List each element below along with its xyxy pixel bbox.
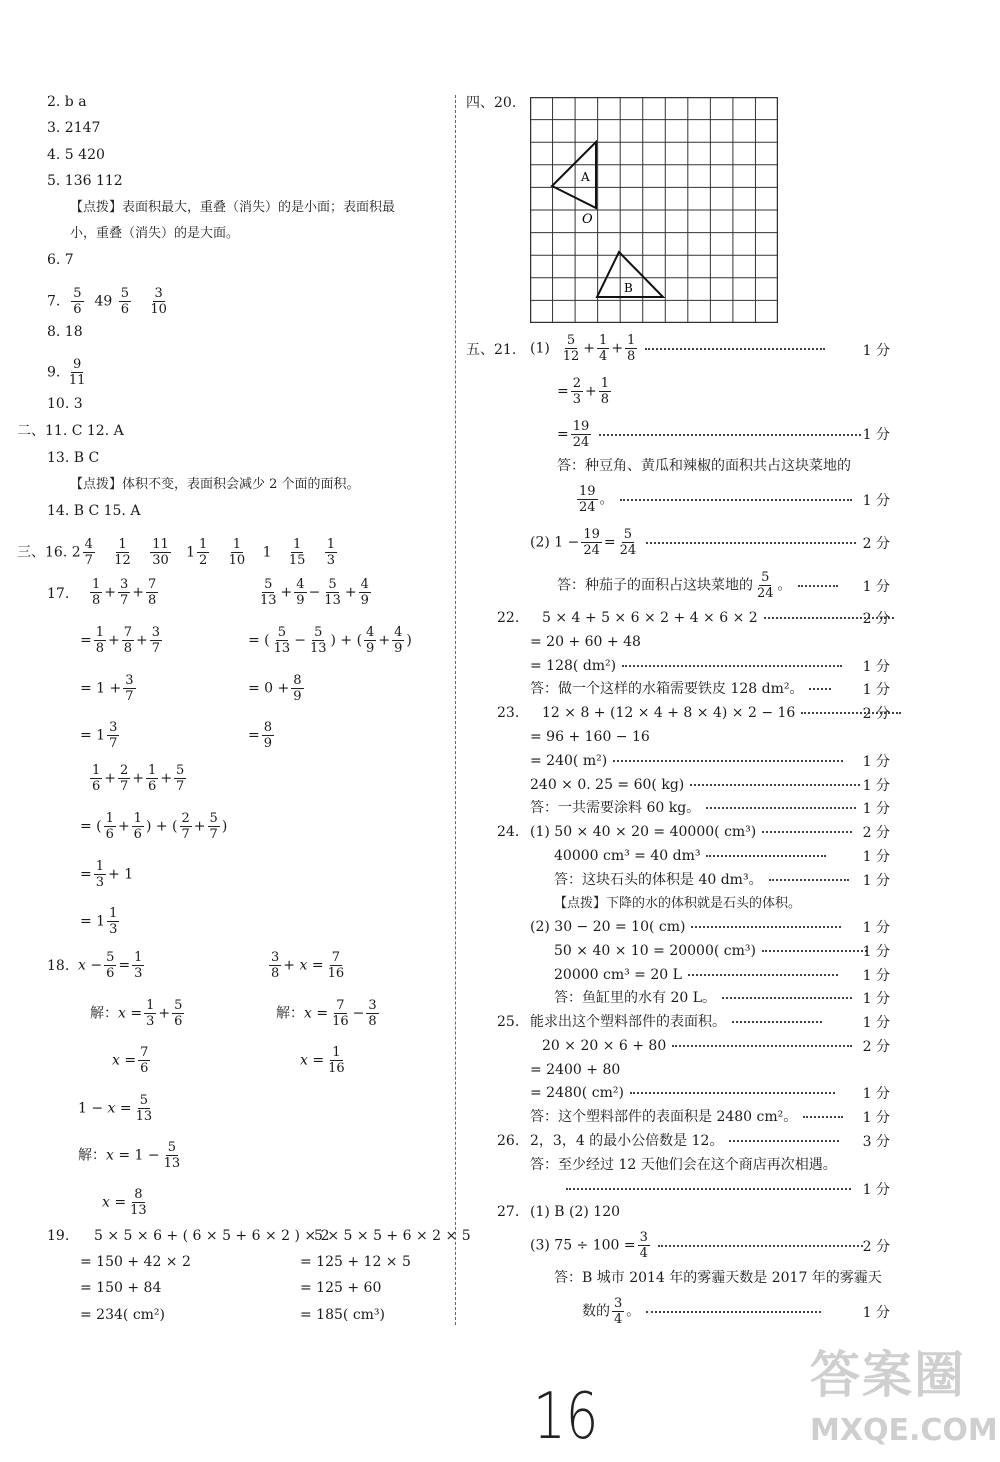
q17b-line4: = $\frac{8}{9}$	[248, 720, 273, 751]
q23-step2: = 96 + 160 − 16	[530, 729, 650, 745]
q22-label: 22.	[497, 610, 520, 626]
q17a-line3: = 1 + $\frac{3}{7}$	[80, 673, 134, 704]
q22-score2: 1 分	[862, 659, 890, 675]
q21-answer1-frac: $\frac{19}{24}$ 。	[575, 484, 858, 515]
q23-score4: 1 分	[862, 801, 890, 817]
answer-10: 10. 3	[47, 396, 83, 412]
q24-label: 24.	[497, 824, 520, 840]
answer-13: 13. B C	[47, 450, 100, 466]
q21-score1: 1 分	[862, 343, 890, 359]
q18b-line2: 解：x = $\frac{7}{16}$ − $\frac{3}{8}$	[276, 998, 377, 1029]
q17c-line1: $\frac{1}{6}$ + $\frac{2}{7}$ + $\frac{1}{6}$ + $\frac{5}{7}$	[92, 763, 185, 794]
q25-score1: 1 分	[862, 1015, 890, 1031]
q21-score3: 1 分	[862, 493, 890, 509]
q26-label: 26.	[497, 1133, 520, 1149]
q24-score7: 1 分	[862, 991, 890, 1007]
q26-answer-dots	[560, 1179, 857, 1199]
q21-score2: 1 分	[862, 427, 890, 443]
q7-label: 7.	[47, 293, 61, 310]
q27-score1: 2 分	[862, 1239, 890, 1255]
q7-frac1: $\frac{5}{6}$	[73, 286, 82, 317]
q21-answer1: 答：种豆角、黄瓜和辣椒的面积共占这块菜地的	[557, 458, 851, 474]
answer-8: 8. 18	[47, 324, 83, 340]
answer-6: 6. 7	[47, 252, 74, 268]
q21-score4: 2 分	[862, 536, 890, 552]
q21-step4: (2) 1 − $\frac{19}{24}$ = $\frac{5}{24}$	[530, 527, 862, 558]
q24-score3: 1 分	[862, 873, 890, 889]
hint-5-line1: 【点拨】表面积最大，重叠（消失）的是小面；表面积最	[70, 200, 396, 215]
answer-16: 三、16. 2 $\frac{4}{7}$ $\frac{1}{12}$ $\frac{11}{30}$ 1 $\frac{1}{2}$ $\frac{1}{10}$ 1 $\frac{1}{15}$ $\frac{1}{3}$	[17, 537, 336, 568]
q17c-line3: = $\frac{1}{3}$ + 1	[80, 859, 134, 890]
q23-score1: 2 分	[862, 706, 890, 722]
q26-score1: 3 分	[862, 1134, 890, 1150]
q25-step1: 能求出这个塑料部件的表面积。	[530, 1012, 828, 1032]
q22-score3: 1 分	[862, 682, 890, 698]
q7-mid: 49	[94, 293, 113, 310]
q21-label: 五、21.	[466, 342, 517, 358]
q17-label: 17.	[47, 586, 70, 602]
q24-score1: 2 分	[862, 825, 890, 841]
q17a-line4: = 1 $\frac{3}{7}$	[80, 720, 118, 751]
q18c-line2: 解：x = 1 − $\frac{5}{13}$	[78, 1140, 181, 1171]
q25-score4: 1 分	[862, 1110, 890, 1126]
q24-answer1: 答：这块石头的体积是 40 dm³。	[554, 870, 855, 890]
q18a-line1: x − $\frac{5}{6}$ = $\frac{1}{3}$	[78, 950, 143, 981]
q22-step1: 5 × 4 + 5 × 6 × 2 + 4 × 6 × 2	[542, 608, 900, 628]
q17a-line2: = $\frac{1}{8}$ + $\frac{7}{8}$ + $\frac{3}{7}$	[80, 625, 161, 656]
q7-frac3: $\frac{3}{10}$	[150, 286, 167, 317]
label-a: A	[581, 170, 590, 184]
q24-step5: 20000 cm³ = 20 L	[554, 965, 844, 985]
watermark-url: MXQE.COM	[810, 1413, 998, 1448]
q22-answer: 答：做一个这样的水箱需要铁皮 128 dm²。	[530, 679, 837, 699]
q27-label: 27.	[497, 1204, 520, 1220]
q25-score2: 2 分	[862, 1039, 890, 1055]
q27-score2: 1 分	[862, 1305, 890, 1321]
q24-step1: (1) 50 × 40 × 20 = 40000( cm³)	[530, 822, 858, 842]
q23-step4: 240 × 0. 25 = 60( kg)	[530, 775, 866, 795]
q17b-line2: = ( $\frac{5}{13}$ − $\frac{5}{13}$ ) + ( $\frac{4}{9}$ + $\frac{4}{9}$ )	[248, 625, 412, 656]
q18a-line3: x = $\frac{7}{6}$	[112, 1045, 149, 1076]
answer-3: 3. 2147	[47, 120, 101, 136]
answer-2: 2. b a	[47, 94, 87, 110]
answer-7	[47, 286, 171, 317]
q23-score3: 1 分	[862, 778, 890, 794]
q19a-line2: = 150 + 42 × 2	[80, 1254, 191, 1270]
answer-9: 9. $\frac{9}{11}$	[47, 357, 86, 388]
q25-score3: 1 分	[862, 1086, 890, 1102]
q18c-line3: x = $\frac{8}{13}$	[102, 1187, 147, 1218]
q23-answer: 答：一共需要涂料 60 kg。	[530, 798, 862, 818]
q27-step1: (1) B (2) 120	[530, 1204, 621, 1220]
q18b-line3: x = $\frac{1}{16}$	[300, 1045, 345, 1076]
hint-13: 【点拨】体积不变，表面积会减少 2 个面的面积。	[70, 477, 360, 492]
answer-4: 4. 5 420	[47, 147, 105, 163]
q25-step3: = 2400 + 80	[530, 1062, 621, 1078]
watermark	[810, 1335, 998, 1460]
q25-step2: 20 × 20 × 6 + 80	[542, 1036, 858, 1056]
q21-step2: = $\frac{2}{3}$ + $\frac{1}{8}$	[557, 376, 610, 407]
q17c-line4: = 1 $\frac{1}{3}$	[80, 906, 118, 937]
q24-step2: 40000 cm³ = 40 dm³	[554, 846, 832, 866]
q26-score2: 1 分	[862, 1182, 890, 1198]
q19a-line4: = 234( cm²)	[80, 1307, 166, 1323]
q9-frac: $\frac{9}{11}$	[68, 357, 86, 388]
q24-step4: 50 × 40 × 10 = 20000( cm³)	[554, 941, 873, 961]
label-o: O	[582, 212, 593, 227]
q26-answer: 答：至少经过 12 天他们会在这个商店再次相遇。	[530, 1157, 837, 1173]
q19a-line1: 5 × 5 × 6 + ( 6 × 5 + 6 × 2 ) × 2	[94, 1228, 330, 1244]
answer-5: 5. 136 112	[47, 173, 123, 189]
label-b: B	[624, 281, 633, 295]
watermark-text: 答案圈	[810, 1346, 966, 1404]
q17b-line1: $\frac{5}{13}$ + $\frac{4}{9}$ − $\frac{5}{13}$ + $\frac{4}{9}$	[260, 577, 369, 608]
q19b-line3: = 125 + 60	[300, 1280, 382, 1296]
q19a-line3: = 150 + 84	[80, 1280, 162, 1296]
q20-grid-figure	[530, 97, 778, 323]
q17a-line1: $\frac{1}{8}$ + $\frac{3}{7}$ + $\frac{7}{8}$	[92, 577, 157, 608]
q22-step2: = 20 + 60 + 48	[530, 634, 641, 650]
q24-answer2: 答：鱼缸里的水有 20 L。	[554, 988, 858, 1008]
q23-step3: = 240( m²)	[530, 751, 849, 771]
answer-11-12: 二、11. C 12. A	[17, 423, 124, 439]
q18c-line1: 1 − x = $\frac{5}{13}$	[78, 1093, 153, 1124]
q21-score5: 1 分	[862, 579, 890, 595]
q24-step3: (2) 30 − 20 = 10( cm)	[530, 917, 847, 937]
q27-answer1: 答：B 城市 2014 年的雾霾天数是 2017 年的雾霾天	[554, 1270, 882, 1286]
q24-score2: 1 分	[862, 849, 890, 865]
page-number: 16	[533, 1380, 599, 1454]
answer-14-15: 14. B C 15. A	[47, 503, 141, 519]
q23-score2: 1 分	[862, 754, 890, 770]
column-divider	[455, 95, 456, 1325]
q27-step2: (3) 75 ÷ 100 = $\frac{3}{4}$	[530, 1230, 869, 1261]
q24-score4: 1 分	[862, 920, 890, 936]
q7-frac2: $\frac{5}{6}$	[120, 286, 130, 317]
q23-label: 23.	[497, 705, 520, 721]
q17b-line3: = 0 + $\frac{8}{9}$	[248, 673, 302, 704]
q27-answer2: 数的 $\frac{3}{4}$ 。	[582, 1296, 827, 1327]
q24-score5: 1 分	[862, 944, 890, 960]
q17c-line2: = ( $\frac{1}{6}$ + $\frac{1}{6}$ ) + ( $\frac{2}{7}$ + $\frac{5}{7}$ )	[80, 811, 228, 842]
hint-5-line2: 小，重叠（消失）的是大面。	[70, 226, 240, 241]
q19b-line4: = 185( cm³)	[300, 1307, 386, 1323]
q21-answer2: 答：种茄子的面积占这块菜地的 $\frac{5}{24}$ 。	[557, 570, 844, 601]
q21-step1: (1) $\frac{5}{12}$ + $\frac{1}{4}$ + $\frac{1}{8}$	[530, 333, 831, 364]
q18a-line2: 解：x = $\frac{1}{3}$ + $\frac{5}{6}$	[90, 998, 183, 1029]
q19b-line2: = 125 + 12 × 5	[300, 1254, 411, 1270]
q21-step3: = $\frac{19}{24}$	[557, 419, 867, 450]
q25-label: 25.	[497, 1014, 520, 1030]
q19-label: 19.	[47, 1228, 70, 1244]
q22-score1: 2 分	[862, 611, 890, 627]
q20-label: 四、20.	[466, 95, 517, 111]
q18b-line1: $\frac{3}{8}$ + x = $\frac{7}{16}$	[271, 950, 345, 981]
q25-step4: = 2480( cm²)	[530, 1083, 841, 1103]
q19b-line1: 5 × 5 × 5 + 6 × 2 × 5	[314, 1228, 471, 1244]
q22-step3: = 128( dm²)	[530, 656, 848, 676]
q26-step1: 2，3，4 的最小公倍数是 12。	[530, 1131, 845, 1151]
q23-step1: 12 × 8 + (12 × 4 + 8 × 4) × 2 − 16	[542, 703, 907, 723]
q18-label: 18.	[47, 958, 70, 974]
q24-score6: 1 分	[862, 968, 890, 984]
q25-answer: 答：这个塑料部件的表面积是 2480 cm²。	[530, 1107, 849, 1127]
q24-hint: 【点拨】下降的水的体积就是石头的体积。	[554, 896, 802, 911]
